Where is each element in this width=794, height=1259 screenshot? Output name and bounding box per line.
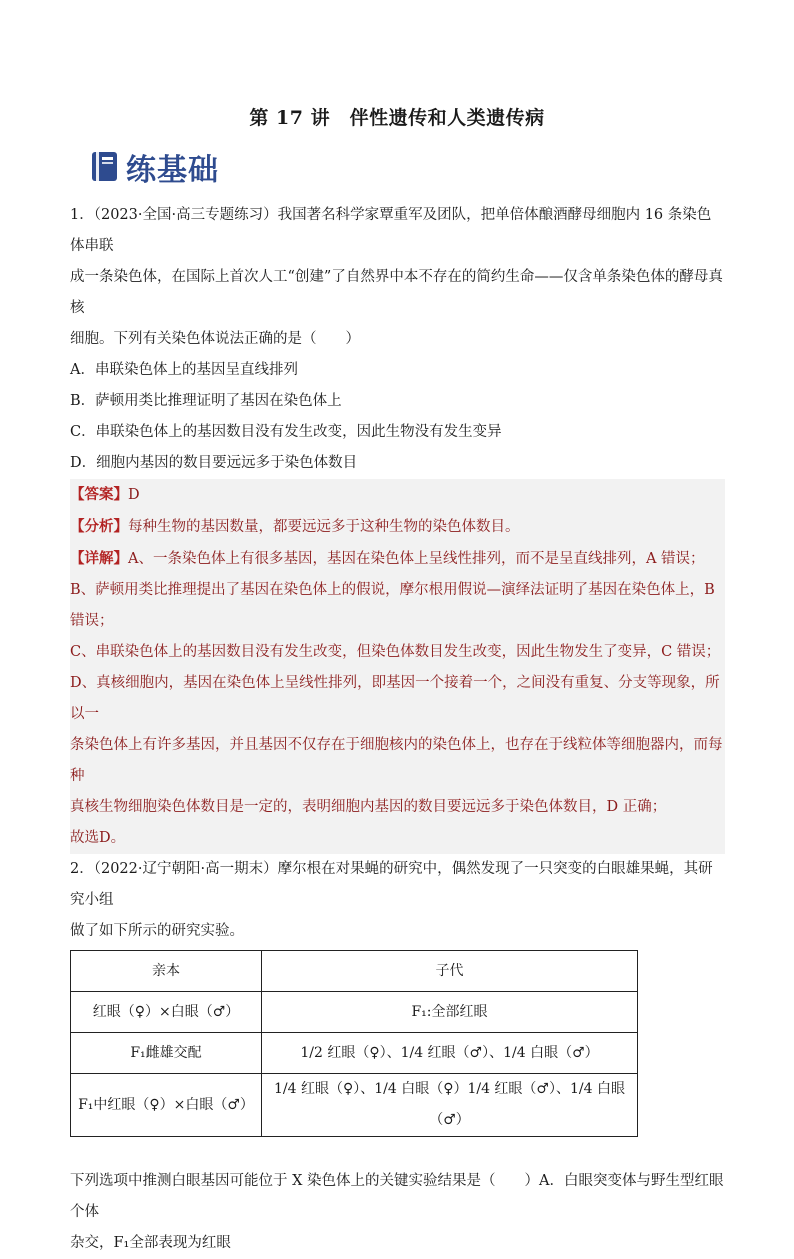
table-header: 亲本 xyxy=(71,951,262,992)
analysis-tag: 【分析】 xyxy=(70,518,128,535)
table-cell: 1/4 红眼（♀）、1/4 白眼（♀）1/4 红眼（♂）、1/4 白眼（♂） xyxy=(262,1074,638,1137)
q1-analysis-line xyxy=(70,511,725,543)
q1-answer-block xyxy=(70,479,725,854)
q2-followup xyxy=(70,1166,725,1259)
q1-detail-line: 条染色体上有许多基因，并且基因不仅存在于细胞核内的染色体上，也存在于线粒体等细胞器内，而每种 xyxy=(70,737,723,784)
table-row xyxy=(71,992,638,1033)
question-content xyxy=(70,200,725,1259)
answer-value: D xyxy=(128,487,140,503)
q2-stem-line: 2．（2022·辽宁朝阳·高一期末）摩尔根在对果蝇的研究中，偶然发现了一只突变的白眼雄果蝇，其研究小组 xyxy=(70,861,713,908)
section-label: 练基础 xyxy=(126,153,219,188)
q1-stem-line: 细胞。下列有关染色体说法正确的是（ ） xyxy=(70,331,360,347)
page-title: 第 17 讲 伴性遗传和人类遗传病 xyxy=(249,107,545,129)
q1-stem-line: 成一条染色体，在国际上首次人工“创建”了自然界中本不存在的简约生命——仅含单条染色体的酵母真核 xyxy=(70,269,723,316)
table-header: 子代 xyxy=(262,951,638,992)
section-banner xyxy=(90,148,219,186)
q1-detail-line: B、萨顿用类比推理提出了基因在染色体上的假说，摩尔根用假说—演绎法证明了基因在染色体上，B 错误； xyxy=(70,582,715,629)
q1-detail-line: 故选D。 xyxy=(70,830,126,846)
experiment-table xyxy=(70,950,638,1137)
detail-tag: 【详解】 xyxy=(70,550,128,567)
table-cell: F₁:全部红眼 xyxy=(262,992,638,1033)
q1-option-b: B．萨顿用类比推理证明了基因在染色体上 xyxy=(70,393,342,409)
q1-detail-line xyxy=(70,543,725,575)
table-cell: F₁雌雄交配 xyxy=(71,1033,262,1074)
table-cell: 红眼（♀）×白眼（♂） xyxy=(71,992,262,1033)
q1-detail-line: D、真核细胞内，基因在染色体上呈线性排列，即基因一个接着一个，之间没有重复、分支等现象，所以一 xyxy=(70,675,720,722)
table-cell: F₁中红眼（♀）×白眼（♂） xyxy=(71,1074,262,1137)
q1-option-d: D．细胞内基因的数目要远远多于染色体数目 xyxy=(70,455,358,471)
q2-followup-line: 下列选项中推测白眼基因可能位于 X 染色体上的关键实验结果是（ ）A．白眼突变体与野生型红眼个体 xyxy=(70,1173,724,1220)
q1-answer-line xyxy=(70,479,725,511)
q1-detail-line: 真核生物细胞染色体数目是一定的，表明细胞内基因的数目要远远多于染色体数目，D 正确； xyxy=(70,799,667,815)
detail-text: A、一条染色体上有很多基因，基因在染色体上呈线性排列，而不是呈直线排列，A 错误； xyxy=(128,551,705,567)
question-2 xyxy=(70,854,725,1259)
q1-option-a: A．串联染色体上的基因呈直线排列 xyxy=(70,362,298,378)
analysis-text: 每种生物的基因数量，都要远远多于这种生物的染色体数目。 xyxy=(128,519,520,535)
q1-option-c: C．串联染色体上的基因数目没有发生改变，因此生物没有发生变异 xyxy=(70,424,502,440)
q2-stem-line: 做了如下所示的研究实验。 xyxy=(70,923,244,939)
table-header-row xyxy=(71,951,638,992)
table-row xyxy=(71,1074,638,1137)
table-cell: 1/2 红眼（♀）、1/4 红眼（♂）、1/4 白眼（♂） xyxy=(262,1033,638,1074)
table-row xyxy=(71,1033,638,1074)
book-icon xyxy=(90,151,120,183)
q2-followup-line: 杂交，F₁全部表现为红眼 xyxy=(70,1235,231,1251)
question-1 xyxy=(70,200,725,854)
answer-tag: 【答案】 xyxy=(70,486,128,503)
q1-detail-line: C、串联染色体上的基因数目没有发生改变，但染色体数目发生改变，因此生物发生了变异，C 错误； xyxy=(70,644,721,660)
q1-stem-line: 1．（2023·全国·高三专题练习）我国著名科学家覃重军及团队，把单倍体酿酒酵母细胞内 16 条染色体串联 xyxy=(70,207,712,254)
